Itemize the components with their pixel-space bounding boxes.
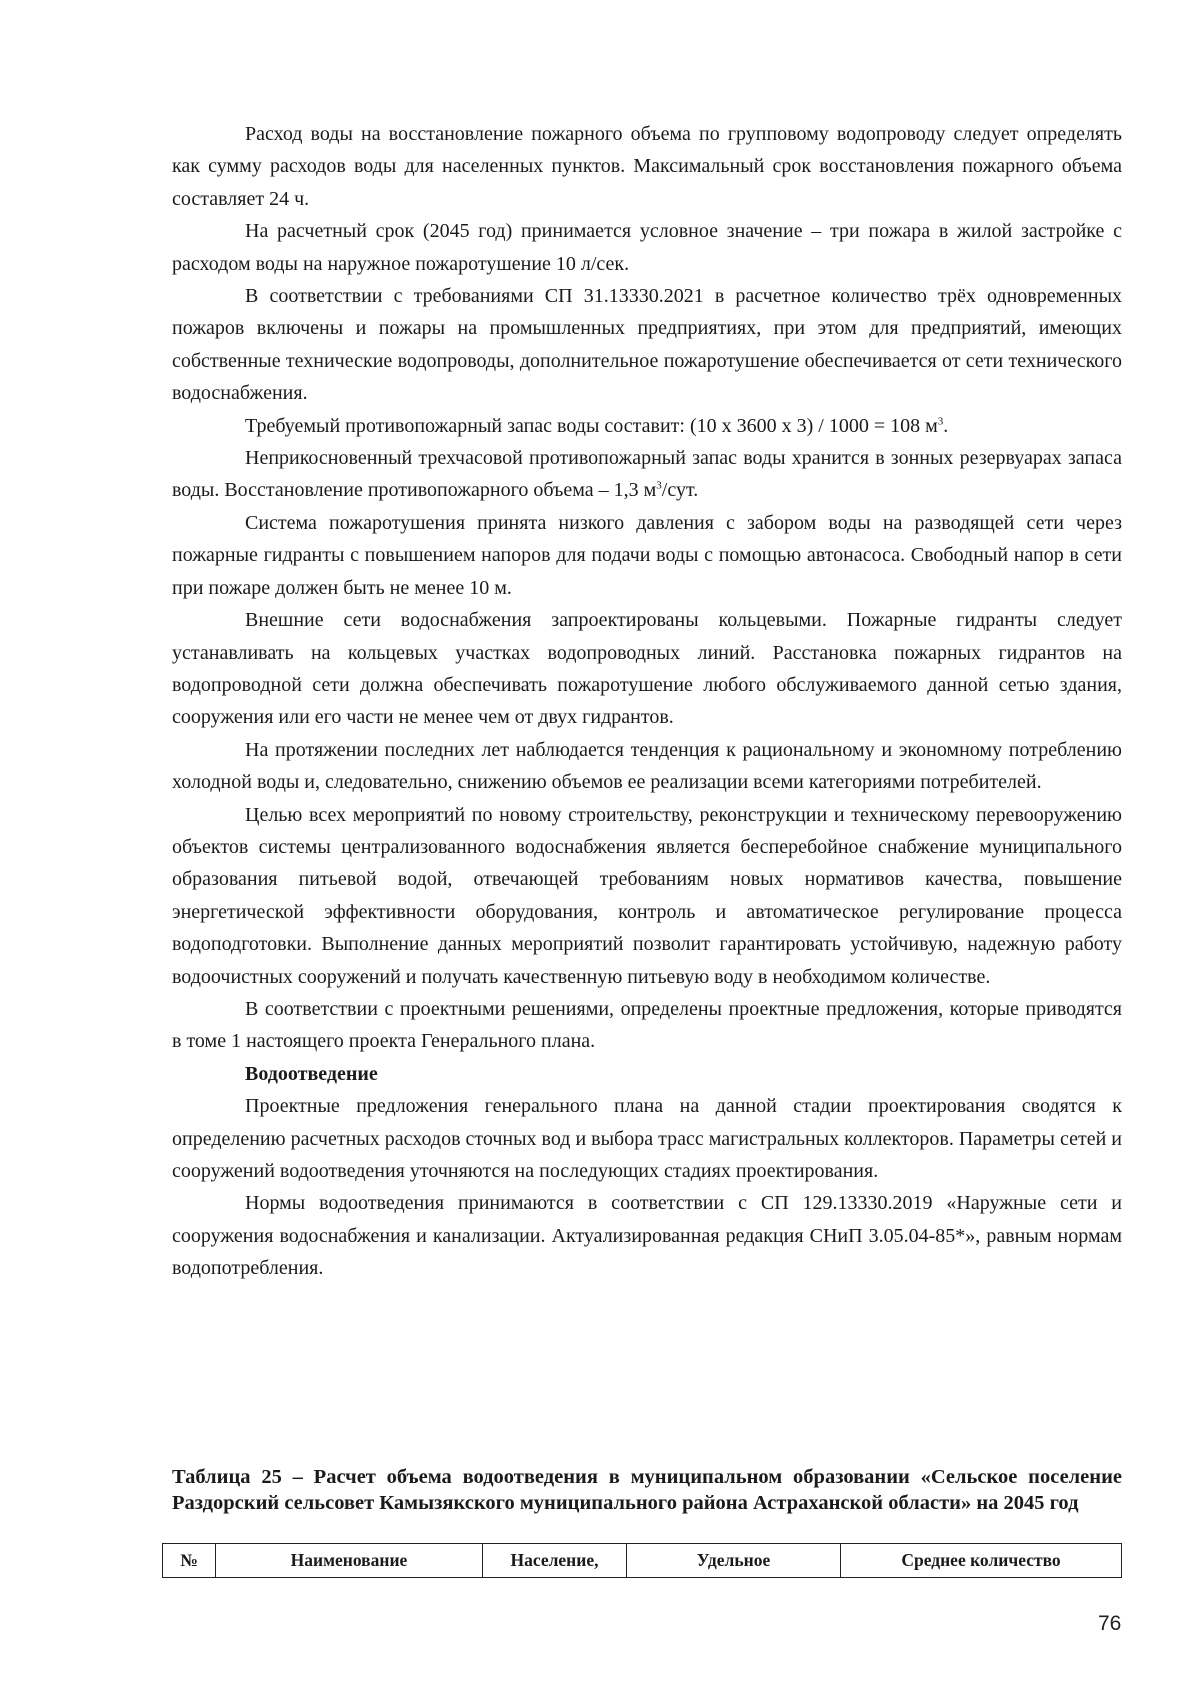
section-heading: Водоотведение [245,1062,378,1085]
paragraph: Проектные предложения генерального плана на данной стадии проектирования сводятся к определению расчетных расходов сточных вод и выбора трасс магистральных коллекторов. Параметры сетей и сооружений водоотведения уточняются на последующих стадиях проектирования. [172,1095,1122,1182]
paragraph: На протяжении последних лет наблюдается тенденция к рациональному и экономному потреблению холодной воды и, следовательно, снижению объемов ее реализации всеми категориями потребителей. [172,738,1122,794]
fire-reserve-end: . [943,414,949,437]
paragraph: Нормы водоотведения принимаются в соответствии с СП 129.13330.2019 «Наружные сети и сооружения водоснабжения и канализации. Актуализированная редакция СНиП 3.05.04-85*», равным нормам водопотребления. [172,1192,1122,1280]
reserve-storage-paragraph [172,442,1122,507]
reserve-storage-end: /сут. [661,479,699,502]
column-header-name: Наименование [216,1544,483,1578]
body-text [172,118,1122,1285]
column-header-specific: Удельное [627,1544,841,1578]
wastewater-table [162,1543,1122,1578]
page-number: 76 [1098,1612,1122,1635]
paragraph: Целью всех мероприятий по новому строительству, реконструкции и техническому перевооружению объектов системы централизованного водоснабжения является бесперебойное снабжение муниципального образования питьевой водой, отвечающей требованиям новых нормативов качества, повышение энергетической эффективности оборудования, контроль и автоматическое регулирование процесса водоподготовки. Выполнение данных мероприятий позволит гарантировать устойчивую, надежную работу водоочистных сооружений и получать качественную питьевую воду в необходимом количестве. [172,803,1122,988]
superscript: 3 [937,415,944,427]
paragraph: Внешние сети водоснабжения запроектированы кольцевыми. Пожарные гидранты следует устанавливать на кольцевых участках водопроводных линий. Расстановка пожарных гидрантов на водопроводной сети должна обеспечивать пожаротушение любого обслуживаемого данной сетью здания, сооружения или его части не менее чем от двух гидрантов. [172,609,1122,729]
fire-reserve-text: Требуемый противопожарный запас воды составит: (10 x 3600 x 3) / 1000 = 108 м [245,414,938,437]
paragraph: В соответствии с требованиями СП 31.13330.2021 в расчетное количество трёх одновременных пожаров включены и пожары на промышленных предприятиях, при этом для предприятий, имеющих собственные технические водопроводы, дополнительное пожаротушение обеспечивается от сети технического водоснабжения. [172,285,1122,405]
fire-reserve-paragraph [172,410,1122,442]
column-header-average: Среднее количество [841,1544,1122,1578]
paragraph: На расчетный срок (2045 год) принимается условное значение – три пожара в жилой застройке с расходом воды на наружное пожаротушение 10 л/сек. [172,220,1122,275]
reserve-storage-text: Неприкосновенный трехчасовой противопожарный запас воды хранится в зонных резервуарах запаса воды. Восстановление противопожарного объема – 1,3 м [172,447,1122,502]
table-header-row [163,1544,1122,1578]
table-title: Таблица 25 – Расчет объема водоотведения в муниципальном образовании «Сельское поселение Раздорский сельсовет Камызякского муниципального района Астраханской области» на 2045 год [172,1466,1122,1514]
column-header-number: № [163,1544,216,1578]
paragraph: Система пожаротушения принята низкого давления с забором воды на разводящей сети через пожарные гидранты с повышением напоров для подачи воды с помощью автонасоса. Свободный напор в сети при пожаре должен быть не менее 10 м. [172,511,1122,599]
superscript: 3 [656,479,662,492]
paragraph: В соответствии с проектными решениями, определены проектные предложения, которые приводятся в томе 1 настоящего проекта Генерального плана. [172,997,1122,1053]
paragraph: Расход воды на восстановление пожарного объема по групповому водопроводу следует определять как сумму расходов воды для населенных пунктов. Максимальный срок восстановления пожарного объема составляет 24 ч. [172,123,1122,210]
column-header-population: Население, [483,1544,627,1578]
